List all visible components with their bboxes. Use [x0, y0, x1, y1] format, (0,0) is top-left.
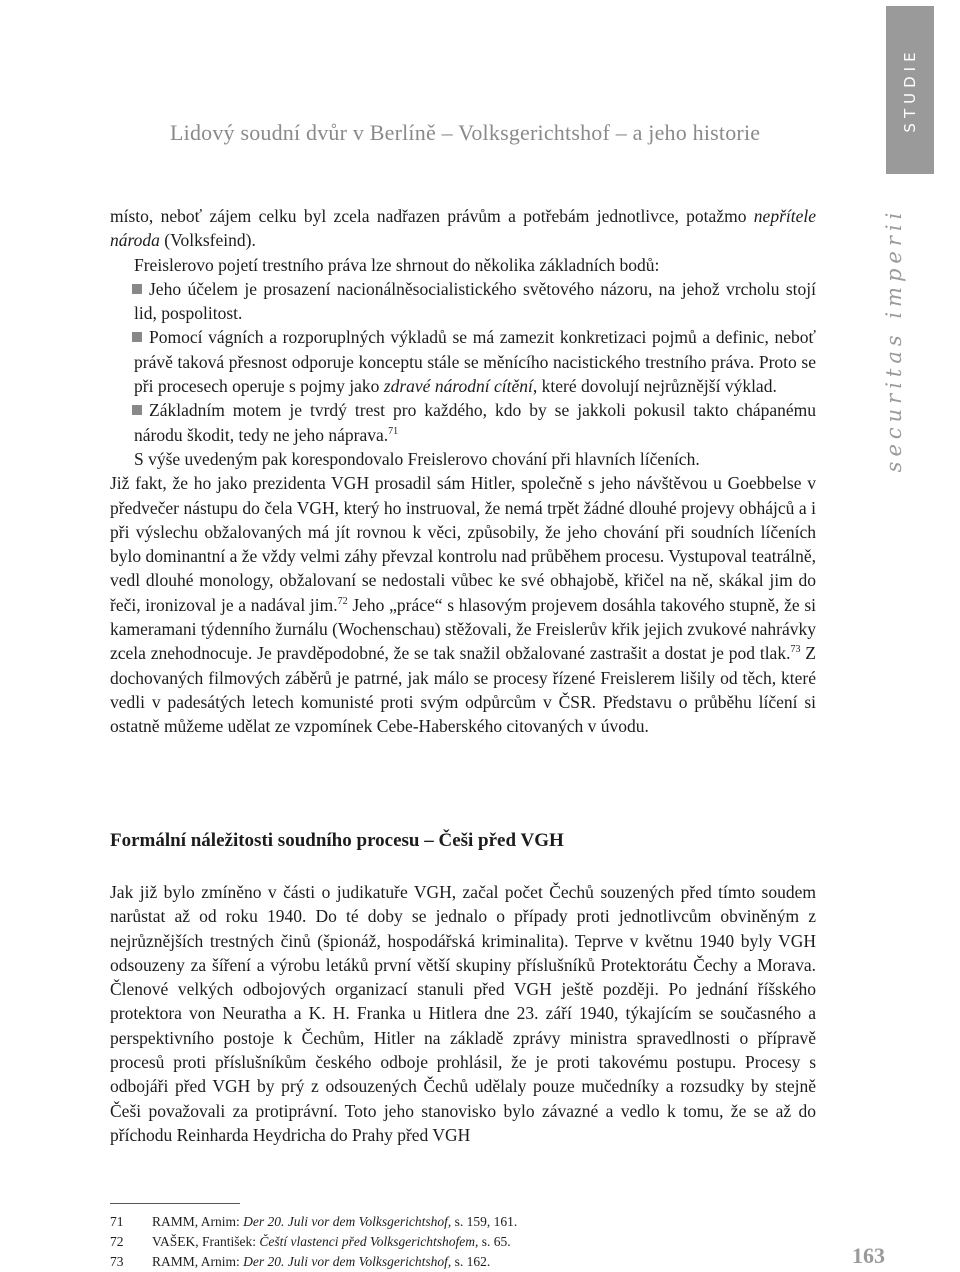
emphasis: zdravé národní cítění — [383, 376, 533, 397]
text-run: Základním motem je tvrdý trest pro každého, kdo by se jakkoli pokusil takto chápanému národu škodit, tedy ne jeho náprava. — [134, 400, 816, 445]
emphasis: nepřítele národa — [110, 206, 816, 251]
footnote-ref[interactable]: 72 — [337, 595, 348, 607]
bullet-item — [110, 277, 816, 326]
paragraph: Freislerovo pojetí trestního práva lze shrnout do několika základních bodů: — [134, 254, 660, 275]
paragraph — [110, 471, 816, 738]
emphasis: Der 20. Juli vor dem Volksgerichtshof — [243, 1214, 448, 1229]
emphasis: Der 20. Juli vor dem Volksgerichtshof — [243, 1254, 448, 1269]
paragraph: Jak již bylo zmíněno v části o judikatuře VGH, začal počet Čechů souzených před tímto soudem narůstat až od roku 1940. Do té doby se jednalo o případy proti jednotlivcům obviněným z nejrůznějších trestných činů (špionáž, hospodářská kriminalita). Teprve v květnu 1940 byly VGH odsouzeny za šíření a výrobu letáků první větší skupiny příslušníků Protektorátu Čechy a Morava. Členové velkých odbojových organizací stanuli před VGH ještě později. Po jednání říšského protektora von Neuratha a K. H. Franka u Hitlera dne 23. září 1940, týkajícím se současného a perspektivního postoje k Čechům, Hitler na základě zprávy ministra spravedlnosti o přípravě procesů proti příslušníkům českého odboje prohlásil, že je proti takovému postupu. Procesy s odbojáři před VGH by prý z odsouzených Čechů udělaly pouze mučedníky a rozsudky by stejně Češi považovali za protiprávní. Toto jeho stanovisko bylo závazné a vedlo k tomu, že se až do příchodu Reinharda Heydricha do Prahy před VGH — [110, 882, 816, 1145]
paragraph: S výše uvedeným pak korespondovalo Freislerovo chování při hlavních líčeních. — [134, 448, 700, 469]
text-run: , s. 65. — [474, 1234, 511, 1249]
bullet-item — [110, 398, 816, 447]
square-bullet-icon — [132, 284, 142, 294]
text-run: místo, neboť zájem celku byl zcela nadřazen právům a potřebám jednotlivce, potažmo — [110, 206, 754, 226]
footnote-text — [152, 1232, 511, 1252]
running-title: Lidový soudní dvůr v Berlíně – Volksgerichtshof – a jeho historie — [170, 120, 761, 145]
text-run: Jeho účelem je prosazení nacionálněsocialistického světového názoru, na jehož vrcholu stojí lid, pospolitost. — [134, 278, 816, 324]
section-heading: Formální náležitosti soudního procesu – Češi před VGH — [110, 830, 564, 851]
emphasis: Čeští vlastenci před Volksgerichtshofem — [259, 1234, 475, 1249]
footnote-ref[interactable]: 71 — [388, 425, 399, 437]
footnotes — [110, 1212, 810, 1272]
text-run: VAŠEK, František: — [152, 1234, 260, 1249]
footnote-number: 71 — [110, 1214, 124, 1229]
footnote — [110, 1232, 810, 1252]
text-run: Jeho „práce“ s hlasovým projevem dosáhla takového stupně, že si kameramani týdenního žurnálu (Wochenschau) stěžovali, že Freislerův křik jejich zvukové nahrávky zcela znehodnocuje. Je pravděpodobné, že se tak snažil obžalované zastrašit a dostat je pod tlak. — [110, 594, 816, 664]
text-run: , s. 162. — [447, 1254, 491, 1269]
text-run: RAMM, Arnim: — [152, 1254, 244, 1269]
footnote-text — [152, 1252, 490, 1272]
text-run: Již fakt, že ho jako prezidenta VGH prosadil sám Hitler, společně s jeho návštěvou u Goebbelse v předvečer nástupu do čela VGH, který ho instruoval, že nemá trpět žádné dlouhé projevy obhájců a i při výslechu obžalovaných má jít rovnou k věci, způsobily, že jeho chování při soudních líčeních bylo dominantní a že vždy velmi záhy převzal kontrolu nad průběhem procesu. Vystupoval teatrálně, vedl dlouhé monology, obžalovaní se nedostali vůbec ke své obhajobě, křičel na ně, skákal jim do řeči, ironizoval je a nadával jim. — [110, 473, 816, 615]
square-bullet-icon — [132, 405, 142, 415]
footnote-number: 73 — [110, 1254, 124, 1269]
section-body-text — [110, 880, 816, 1147]
text-run: Z dochovaných filmových záběrů je patrné, jak málo se procesy řízené Freislerem lišily od těch, které vedli v padesátých letech komunisté proti svým odpůrcům v ČSR. Představu o průběhu líčení si ostatně můžeme udělat ze vzpomínek Cebe-Haberského citovaných v úvodu. — [110, 643, 816, 737]
section-tab — [886, 6, 934, 174]
journal-watermark — [874, 190, 914, 490]
page-number: 163 — [852, 1243, 885, 1268]
footnote — [110, 1212, 810, 1232]
footnote-text — [152, 1212, 517, 1232]
footnote-ref[interactable]: 73 — [790, 644, 801, 656]
text-run: Pomocí vágních a rozporuplných výkladů se má zamezit konkretizaci pojmů a definic, neboť právě taková přesnost odporuje konceptu stále se měnícího nacistického trestního práva. Proto se při procesech operuje s pojmy jako — [134, 327, 816, 397]
square-bullet-icon — [132, 332, 142, 342]
footnote — [110, 1252, 810, 1272]
text-run: (Volksfeind). — [159, 230, 256, 251]
body-text — [110, 204, 816, 739]
text-run: , s. 159, 161. — [447, 1214, 518, 1229]
journal-watermark-text: securitas imperii — [882, 207, 906, 473]
paragraph — [110, 204, 816, 253]
footnote-divider — [110, 1203, 240, 1204]
section-tab-label: STUDIE — [901, 47, 919, 133]
text-run: , které dovolují nejrůznější výklad. — [532, 376, 777, 397]
bullet-item — [110, 325, 816, 398]
footnote-number: 72 — [110, 1234, 124, 1249]
text-run: RAMM, Arnim: — [152, 1214, 244, 1229]
